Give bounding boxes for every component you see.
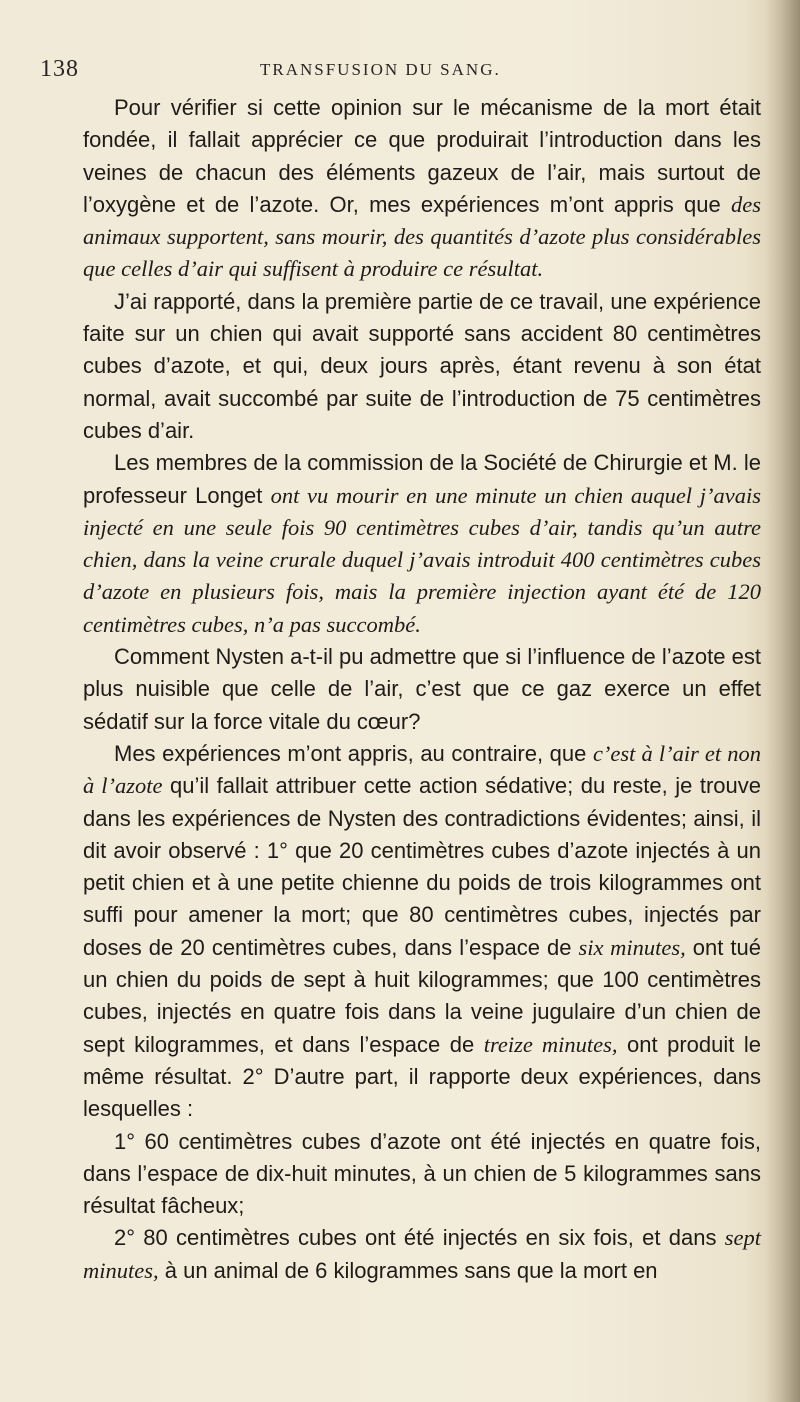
- italic-segment: treize minutes,: [483, 1031, 618, 1057]
- text-segment: Mes expériences m’ont appris, au contraire, que: [114, 740, 593, 766]
- body-text: [83, 92, 761, 1287]
- paragraph: [83, 738, 761, 1126]
- italic-segment: ont vu mourir en une minute un chien auquel j’avais injecté en une seule fois 90 centimètres cubes d’air, tandis qu’un autre chien, dans la veine crurale duquel j’avais introduit 400 centimètres cubes d’azote en plusieurs fois, mais la première injection ayant été de 120 centimètres cubes, n’a pas succombé.: [83, 482, 761, 637]
- text-segment: 2° 80 centimètres cubes ont été injectés en six fois, et dans: [114, 1225, 725, 1251]
- text-segment: Comment Nysten a-t-il pu admettre que si l’influence de l’azote est plus nuisible que celle de l’air, c’est que ce gaz exerce un effet sédatif sur la force vitale du cœur?: [83, 644, 761, 734]
- italic-segment: c’est à l’air et non à l’azote: [83, 740, 762, 799]
- text-segment: Pour vérifier si cette opinion sur le mécanisme de la mort était fondée, il fallait apprécier ce que produirait l’introduction dans les veines de chacun des éléments gazeux de l’air, mais surtout de l’oxygène et de l’azote. Or, mes expériences m’ont appris que: [83, 95, 761, 217]
- paragraph: [83, 641, 761, 738]
- text-segment: J’ai rapporté, dans la première partie de ce travail, une expérience faite sur un chien qui avait supporté sans accident 80 centimètres cubes d’azote, et qui, deux jours après, étant revenu à son état normal, avait succombé par suite de l’introduction de 75 centimètres cubes d’air.: [83, 288, 761, 443]
- italic-segment: six minutes,: [578, 934, 686, 960]
- paragraph: [83, 92, 761, 286]
- text-segment: à un animal de 6 kilogrammes sans que la mort en: [158, 1257, 658, 1283]
- text-segment: ont produit le même résultat. 2° D’autre part, il rapporte deux expériences, dans lesquelles :: [83, 1031, 761, 1122]
- text-segment: qu’il fallait attribuer cette action sédative; du reste, je trouve dans les expériences de Nysten des contradictions évidentes; ainsi, il dit avoir observé : 1° que 20 centimètres cubes d’azote injectés à un petit chien et à une petite chienne du poids de trois kilogrammes ont suffi pour amener la mort; que 80 centimètres cubes, injectés par doses de 20 centimètres cubes, dans l’espace de: [83, 773, 761, 960]
- page-header: [0, 56, 800, 86]
- paragraph: [83, 286, 761, 447]
- paragraph: [83, 1126, 761, 1223]
- text-segment: Les membres de la commission de la Société de Chirurgie et M. le professeur Longet: [83, 450, 761, 508]
- italic-segment: sept minutes,: [83, 1225, 761, 1283]
- page-number: 138: [40, 56, 79, 82]
- paragraph: [83, 1222, 761, 1287]
- page-edge-shadow: [766, 0, 800, 1402]
- paragraph: [83, 447, 761, 641]
- running-title: TRANSFUSION DU SANG.: [260, 60, 501, 79]
- text-segment: 1° 60 centimètres cubes d’azote ont été injectés en quatre fois, dans l’espace de dix-huit minutes, à un chien de 5 kilogrammes sans résultat fâcheux;: [83, 1128, 761, 1219]
- text-segment: ont tué un chien du poids de sept à huit kilogrammes; que 100 centimètres cubes, injectés en quatre fois dans la veine jugulaire d’un chien de sept kilogrammes, et dans l’espace de: [83, 934, 761, 1057]
- italic-segment: des animaux supportent, sans mourir, des quantités d’azote plus considérables que celles d’air qui suffisent à produire ce résultat.: [83, 191, 761, 282]
